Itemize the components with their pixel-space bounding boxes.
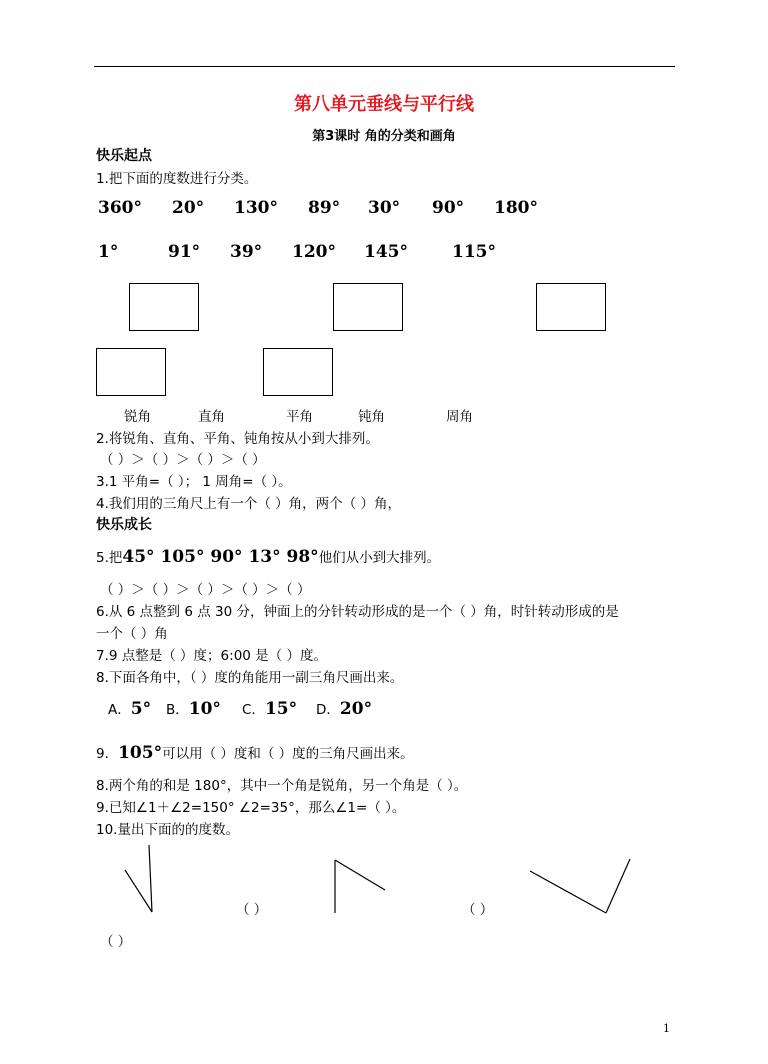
question-4: 4.我们用的三角尺上有一个（ ）角，两个（ ）角， <box>96 496 401 512</box>
angle-figure-3 <box>530 859 630 913</box>
question-3: 3.1 平角=（ ）； 1 周角=（ ）。 <box>96 474 292 490</box>
question-10: 10.量出下面的的度数。 <box>96 822 239 838</box>
degree-value: 91° <box>168 242 201 262</box>
question-1: 1.把下面的度数进行分类。 <box>96 171 258 187</box>
question-9a-suffix: 可以用（ ）度和（ ）度的三角尺画出来。 <box>162 746 414 762</box>
category-label: 平角 <box>286 409 313 425</box>
option-label: D． <box>316 702 340 718</box>
angle-figure-2 <box>335 860 385 913</box>
degree-value: 90° <box>432 198 465 218</box>
question-7: 7.9 点整是（ ）度；6:00 是（ ）度。 <box>96 648 327 664</box>
option-value: 10° <box>188 699 221 719</box>
question-2-blanks: （ ）＞（ ）＞（ ）＞（ ） <box>100 452 266 468</box>
answer-blank-1[interactable]: （ ） <box>236 902 268 918</box>
question-8b: 8.两个角的和是 180°，其中一个角是锐角，另一个角是（ ）。 <box>96 778 468 794</box>
section-heading-start: 快乐起点 <box>96 148 152 164</box>
question-5-blanks: （ ）＞（ ）＞（ ）＞（ ）＞（ ） <box>100 582 311 598</box>
option-value: 5° <box>130 699 152 719</box>
question-5-prefix: 5.把 <box>96 550 123 566</box>
question-9b: 9.已知∠1＋∠2=150° ∠2=35°，那么∠1=（ ）。 <box>96 800 406 816</box>
answer-blank-3[interactable]: （ ） <box>100 934 132 950</box>
category-label: 钝角 <box>358 409 385 425</box>
degree-value: 360° <box>98 198 142 218</box>
option-value: 20° <box>339 699 373 719</box>
lesson-subtitle: 第3课时 角的分类和画角 <box>312 129 456 144</box>
degree-value: 30° <box>368 198 401 218</box>
question-6-line1: 6.从 6 点整到 6 点 30 分，钟面上的分针转动形成的是一个（ ）角，时针转动形成的是 <box>96 604 619 620</box>
category-label: 周角 <box>446 409 473 425</box>
question-8: 8.下面各角中，（ ）度的角能用一副三角尺画出来。 <box>96 670 404 686</box>
unit-title: 第八单元垂线与平行线 <box>294 94 474 115</box>
question-2: 2.将锐角、直角、平角、钝角按从小到大排列。 <box>96 431 379 447</box>
option-value: 15° <box>264 699 298 719</box>
category-label: 锐角 <box>124 409 151 425</box>
question-9a-value: 105° <box>118 743 163 763</box>
degree-value: 20° <box>172 198 205 218</box>
question-9a-prefix: 9． <box>96 746 119 762</box>
question-6-line2: 一个（ ）角 <box>96 626 168 642</box>
option-label: A． <box>108 702 131 718</box>
question-5-suffix: 他们从小到大排列。 <box>318 550 441 566</box>
page-number: 1 <box>663 1022 670 1035</box>
degree-value: 180° <box>494 198 538 218</box>
degree-value: 89° <box>308 198 341 218</box>
option-label: C． <box>242 702 265 718</box>
option-label: B． <box>166 702 189 718</box>
degree-value: 130° <box>234 198 278 218</box>
angle-figure-1 <box>125 845 152 912</box>
category-label: 直角 <box>198 409 225 425</box>
degree-value: 120° <box>292 242 336 262</box>
degree-value: 145° <box>364 242 408 262</box>
section-heading-growth: 快乐成长 <box>96 517 152 533</box>
degree-value: 115° <box>452 242 496 262</box>
answer-blank-2[interactable]: （ ） <box>462 902 494 918</box>
degree-value: 39° <box>230 242 263 262</box>
question-5-values: 45° 105° 90° 13° 98° <box>122 547 319 567</box>
degree-value: 1° <box>98 242 119 262</box>
